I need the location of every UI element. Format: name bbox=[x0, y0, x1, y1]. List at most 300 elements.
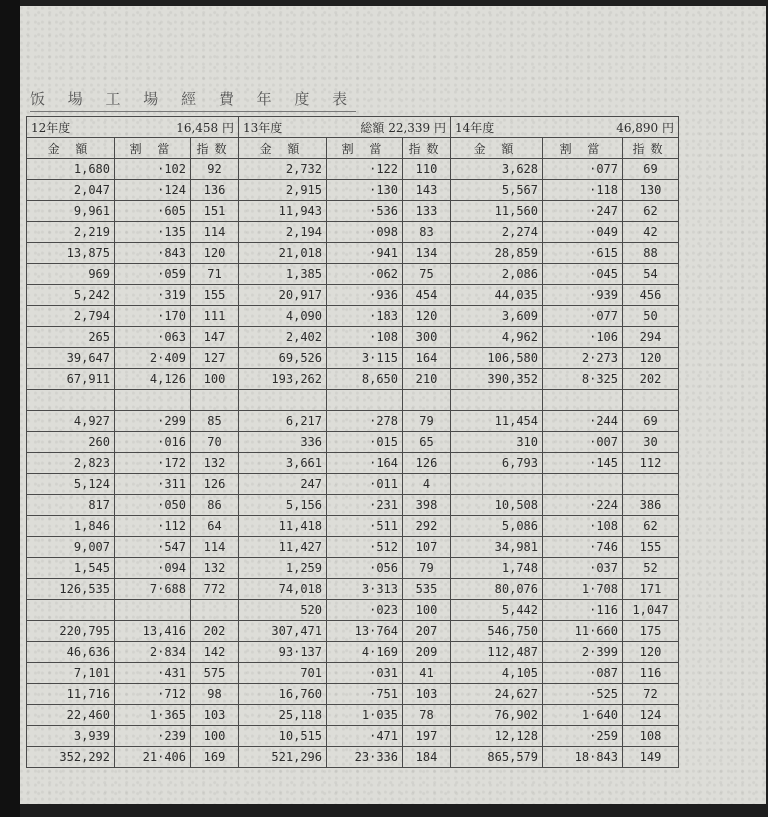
table-cell: ·037 bbox=[543, 558, 623, 579]
table-cell: 10,515 bbox=[239, 726, 327, 747]
table-cell: ·118 bbox=[543, 180, 623, 201]
table-cell: 70 bbox=[191, 432, 239, 453]
table-cell: 8·325 bbox=[543, 369, 623, 390]
table-cell: 124 bbox=[623, 705, 679, 726]
table-cell: ·023 bbox=[327, 600, 403, 621]
table-cell: 5,567 bbox=[451, 180, 543, 201]
table-row bbox=[27, 243, 679, 264]
column-header-row bbox=[27, 138, 679, 159]
table-row bbox=[27, 495, 679, 516]
table-cell: 11·660 bbox=[543, 621, 623, 642]
table-cell: ·031 bbox=[327, 663, 403, 684]
table-cell: 64 bbox=[191, 516, 239, 537]
table-cell: 5,242 bbox=[27, 285, 115, 306]
table-cell: ·615 bbox=[543, 243, 623, 264]
table-cell: ·059 bbox=[115, 264, 191, 285]
table-cell: 133 bbox=[403, 201, 451, 222]
scan-border bbox=[0, 0, 20, 817]
col-header-amount: 金 額 bbox=[451, 138, 543, 159]
table-cell: ·130 bbox=[327, 180, 403, 201]
table-cell: 7·688 bbox=[115, 579, 191, 600]
table-cell: 4·169 bbox=[327, 642, 403, 663]
table-cell bbox=[191, 390, 239, 411]
col-header-index: 指数 bbox=[623, 138, 679, 159]
table-cell: ·547 bbox=[115, 537, 191, 558]
table-cell: ·116 bbox=[543, 600, 623, 621]
table-cell: 126,535 bbox=[27, 579, 115, 600]
table-cell: 169 bbox=[191, 747, 239, 768]
table-cell: 46,636 bbox=[27, 642, 115, 663]
table-cell: 11,716 bbox=[27, 684, 115, 705]
table-cell: 54 bbox=[623, 264, 679, 285]
table-cell: 83 bbox=[403, 222, 451, 243]
table-cell: 21·406 bbox=[115, 747, 191, 768]
table-cell: 100 bbox=[191, 369, 239, 390]
table-cell: 1,385 bbox=[239, 264, 327, 285]
table-cell: ·063 bbox=[115, 327, 191, 348]
table-cell: 100 bbox=[191, 726, 239, 747]
table-cell: 4,962 bbox=[451, 327, 543, 348]
table-cell: 5,156 bbox=[239, 495, 327, 516]
table-cell: 2·409 bbox=[115, 348, 191, 369]
table-cell: ·536 bbox=[327, 201, 403, 222]
table-cell: 11,418 bbox=[239, 516, 327, 537]
table-cell: 4,090 bbox=[239, 306, 327, 327]
table-cell: ·062 bbox=[327, 264, 403, 285]
table-cell: ·124 bbox=[115, 180, 191, 201]
table-cell: ·299 bbox=[115, 411, 191, 432]
table-cell: ·016 bbox=[115, 432, 191, 453]
table-cell: ·087 bbox=[543, 663, 623, 684]
table-cell: 184 bbox=[403, 747, 451, 768]
table-cell: 202 bbox=[623, 369, 679, 390]
table-row bbox=[27, 705, 679, 726]
table-cell: 521,296 bbox=[239, 747, 327, 768]
table-cell: 79 bbox=[403, 411, 451, 432]
table-cell: 1·035 bbox=[327, 705, 403, 726]
page-title: 饭 場 工 場 經 費 年 度 表 bbox=[30, 88, 356, 112]
table-cell: 143 bbox=[403, 180, 451, 201]
table-cell: 120 bbox=[191, 243, 239, 264]
table-cell: 11,454 bbox=[451, 411, 543, 432]
table-cell bbox=[403, 390, 451, 411]
table-row bbox=[27, 411, 679, 432]
table-cell: 3·115 bbox=[327, 348, 403, 369]
table-cell: 202 bbox=[191, 621, 239, 642]
table-row bbox=[27, 537, 679, 558]
table-cell bbox=[623, 390, 679, 411]
table-row bbox=[27, 369, 679, 390]
table-cell: 50 bbox=[623, 306, 679, 327]
table-row bbox=[27, 306, 679, 327]
table-cell: 155 bbox=[191, 285, 239, 306]
table-cell: 16,760 bbox=[239, 684, 327, 705]
table-cell: 265 bbox=[27, 327, 115, 348]
table-cell: 114 bbox=[191, 222, 239, 243]
table-cell: ·077 bbox=[543, 306, 623, 327]
table-row bbox=[27, 453, 679, 474]
table-cell: ·746 bbox=[543, 537, 623, 558]
table-cell: 456 bbox=[623, 285, 679, 306]
table-cell: 107 bbox=[403, 537, 451, 558]
table-cell: ·098 bbox=[327, 222, 403, 243]
table-cell: 398 bbox=[403, 495, 451, 516]
table-cell: 3,609 bbox=[451, 306, 543, 327]
table-cell: ·247 bbox=[543, 201, 623, 222]
col-header-index: 指数 bbox=[403, 138, 451, 159]
table-cell: 76,902 bbox=[451, 705, 543, 726]
table-cell: 454 bbox=[403, 285, 451, 306]
table-cell: ·045 bbox=[543, 264, 623, 285]
table-cell: 2,794 bbox=[27, 306, 115, 327]
table-cell: ·278 bbox=[327, 411, 403, 432]
table-row bbox=[27, 747, 679, 768]
table-cell: 103 bbox=[191, 705, 239, 726]
table-cell: 3,628 bbox=[451, 159, 543, 180]
table-cell: 865,579 bbox=[451, 747, 543, 768]
table-cell: ·011 bbox=[327, 474, 403, 495]
table-cell: ·231 bbox=[327, 495, 403, 516]
table-cell: ·712 bbox=[115, 684, 191, 705]
table-cell: 336 bbox=[239, 432, 327, 453]
table-cell: 10,508 bbox=[451, 495, 543, 516]
table-cell: ·164 bbox=[327, 453, 403, 474]
table-cell: 11,427 bbox=[239, 537, 327, 558]
table-cell: ·094 bbox=[115, 558, 191, 579]
table-row bbox=[27, 474, 679, 495]
table-cell bbox=[27, 390, 115, 411]
table-cell: 78 bbox=[403, 705, 451, 726]
table-cell: 197 bbox=[403, 726, 451, 747]
table-cell: 772 bbox=[191, 579, 239, 600]
table-cell: 100 bbox=[403, 600, 451, 621]
table-cell: 193,262 bbox=[239, 369, 327, 390]
table-cell: 39,647 bbox=[27, 348, 115, 369]
table-cell: 2,732 bbox=[239, 159, 327, 180]
table-cell: 126 bbox=[191, 474, 239, 495]
table-cell: 108 bbox=[623, 726, 679, 747]
table-cell: 9,961 bbox=[27, 201, 115, 222]
table-cell: 13,416 bbox=[115, 621, 191, 642]
table-cell: 1,680 bbox=[27, 159, 115, 180]
table-cell: 120 bbox=[623, 348, 679, 369]
table-cell: ·102 bbox=[115, 159, 191, 180]
table-cell: 260 bbox=[27, 432, 115, 453]
table-cell: 2·399 bbox=[543, 642, 623, 663]
table-cell bbox=[115, 600, 191, 621]
table-cell bbox=[27, 600, 115, 621]
table-cell: 1,259 bbox=[239, 558, 327, 579]
table-row bbox=[27, 642, 679, 663]
table-cell: 11,560 bbox=[451, 201, 543, 222]
table-cell: ·135 bbox=[115, 222, 191, 243]
table-cell: 2,402 bbox=[239, 327, 327, 348]
table-cell: 85 bbox=[191, 411, 239, 432]
table-cell: ·244 bbox=[543, 411, 623, 432]
table-cell: 62 bbox=[623, 516, 679, 537]
table-cell: 25,118 bbox=[239, 705, 327, 726]
table-cell: 93·137 bbox=[239, 642, 327, 663]
table-cell: 92 bbox=[191, 159, 239, 180]
table-cell: 71 bbox=[191, 264, 239, 285]
table-cell: 44,035 bbox=[451, 285, 543, 306]
table-cell: 175 bbox=[623, 621, 679, 642]
table-cell: 2,047 bbox=[27, 180, 115, 201]
table-cell: ·512 bbox=[327, 537, 403, 558]
year-total: 総額 22,339 円 bbox=[360, 120, 446, 135]
table-cell: 112,487 bbox=[451, 642, 543, 663]
table-cell: 24,627 bbox=[451, 684, 543, 705]
table-cell: 6,217 bbox=[239, 411, 327, 432]
table-cell: 4,126 bbox=[115, 369, 191, 390]
table-cell: 310 bbox=[451, 432, 543, 453]
table-cell: ·112 bbox=[115, 516, 191, 537]
table-cell: 142 bbox=[191, 642, 239, 663]
table-cell: 2,823 bbox=[27, 453, 115, 474]
table-row bbox=[27, 432, 679, 453]
table-row bbox=[27, 285, 679, 306]
year-label: 14年度 bbox=[455, 120, 495, 135]
table-cell: 18·843 bbox=[543, 747, 623, 768]
table-cell bbox=[543, 474, 623, 495]
table-cell: 8,650 bbox=[327, 369, 403, 390]
table-cell: 120 bbox=[623, 642, 679, 663]
table-cell: ·751 bbox=[327, 684, 403, 705]
table-cell: 6,793 bbox=[451, 453, 543, 474]
table-cell: 120 bbox=[403, 306, 451, 327]
table-cell bbox=[239, 390, 327, 411]
year-14-cell bbox=[451, 117, 679, 138]
table-cell: 62 bbox=[623, 201, 679, 222]
table-cell: 3·313 bbox=[327, 579, 403, 600]
table-cell: 575 bbox=[191, 663, 239, 684]
table-cell: ·170 bbox=[115, 306, 191, 327]
table-cell: 88 bbox=[623, 243, 679, 264]
table-cell: ·145 bbox=[543, 453, 623, 474]
table-cell: 220,795 bbox=[27, 621, 115, 642]
table-cell: 164 bbox=[403, 348, 451, 369]
table-cell: 149 bbox=[623, 747, 679, 768]
table-cell: 3,661 bbox=[239, 453, 327, 474]
table-cell: ·843 bbox=[115, 243, 191, 264]
table-cell: ·056 bbox=[327, 558, 403, 579]
table-row bbox=[27, 348, 679, 369]
table-row bbox=[27, 201, 679, 222]
year-header-row bbox=[27, 117, 679, 138]
table-cell: 65 bbox=[403, 432, 451, 453]
table-cell: ·050 bbox=[115, 495, 191, 516]
table-cell: 86 bbox=[191, 495, 239, 516]
table-cell: ·108 bbox=[327, 327, 403, 348]
table-cell bbox=[543, 390, 623, 411]
table-cell: 7,101 bbox=[27, 663, 115, 684]
table-cell: ·108 bbox=[543, 516, 623, 537]
table-cell: 111 bbox=[191, 306, 239, 327]
table-cell: 209 bbox=[403, 642, 451, 663]
table-cell: 207 bbox=[403, 621, 451, 642]
table-cell: ·077 bbox=[543, 159, 623, 180]
table-cell: 352,292 bbox=[27, 747, 115, 768]
table-cell: 294 bbox=[623, 327, 679, 348]
table-cell: 520 bbox=[239, 600, 327, 621]
table-cell: 701 bbox=[239, 663, 327, 684]
table-row bbox=[27, 558, 679, 579]
table-row bbox=[27, 180, 679, 201]
table-cell: 155 bbox=[623, 537, 679, 558]
table-cell: 67,911 bbox=[27, 369, 115, 390]
table-cell: ·471 bbox=[327, 726, 403, 747]
table-cell: 4 bbox=[403, 474, 451, 495]
table-cell: 126 bbox=[403, 453, 451, 474]
table-cell: 151 bbox=[191, 201, 239, 222]
col-header-amount: 金 額 bbox=[27, 138, 115, 159]
table-cell: 72 bbox=[623, 684, 679, 705]
table-cell: 307,471 bbox=[239, 621, 327, 642]
table-cell: 11,943 bbox=[239, 201, 327, 222]
table-row bbox=[27, 621, 679, 642]
table-cell: ·605 bbox=[115, 201, 191, 222]
table-cell: 969 bbox=[27, 264, 115, 285]
table-cell: 1·365 bbox=[115, 705, 191, 726]
table-cell: 103 bbox=[403, 684, 451, 705]
table-cell: 116 bbox=[623, 663, 679, 684]
year-label: 12年度 bbox=[31, 120, 71, 135]
table-cell: 41 bbox=[403, 663, 451, 684]
table-cell: 817 bbox=[27, 495, 115, 516]
table-cell: 130 bbox=[623, 180, 679, 201]
year-12-cell bbox=[27, 117, 239, 138]
table-cell: ·939 bbox=[543, 285, 623, 306]
table-cell: 1·640 bbox=[543, 705, 623, 726]
table-cell: 292 bbox=[403, 516, 451, 537]
table-cell: ·106 bbox=[543, 327, 623, 348]
table-cell: 1,047 bbox=[623, 600, 679, 621]
year-total: 16,458 円 bbox=[176, 120, 234, 135]
table-cell: 136 bbox=[191, 180, 239, 201]
table-cell: 114 bbox=[191, 537, 239, 558]
table-cell: 9,007 bbox=[27, 537, 115, 558]
col-header-share: 割 當 bbox=[543, 138, 623, 159]
table-cell: 74,018 bbox=[239, 579, 327, 600]
table-cell: ·183 bbox=[327, 306, 403, 327]
table-cell: 2,274 bbox=[451, 222, 543, 243]
table-cell: 110 bbox=[403, 159, 451, 180]
table-cell: ·122 bbox=[327, 159, 403, 180]
table-cell: 5,124 bbox=[27, 474, 115, 495]
table-cell: ·311 bbox=[115, 474, 191, 495]
table-cell: 21,018 bbox=[239, 243, 327, 264]
table-cell: ·049 bbox=[543, 222, 623, 243]
table-row bbox=[27, 516, 679, 537]
table-cell: 147 bbox=[191, 327, 239, 348]
table-cell: 28,859 bbox=[451, 243, 543, 264]
expense-table bbox=[26, 116, 679, 768]
table-cell bbox=[115, 390, 191, 411]
table-cell: 210 bbox=[403, 369, 451, 390]
table-cell bbox=[623, 474, 679, 495]
table-cell: 2,086 bbox=[451, 264, 543, 285]
table-cell bbox=[451, 390, 543, 411]
table-cell: 390,352 bbox=[451, 369, 543, 390]
table-cell: 132 bbox=[191, 453, 239, 474]
table-cell: 112 bbox=[623, 453, 679, 474]
table-cell: 134 bbox=[403, 243, 451, 264]
col-header-amount: 金 額 bbox=[239, 138, 327, 159]
year-total: 46,890 円 bbox=[616, 120, 674, 135]
year-13-cell bbox=[239, 117, 451, 138]
year-label: 13年度 bbox=[243, 120, 283, 135]
table-row bbox=[27, 159, 679, 180]
table-row bbox=[27, 579, 679, 600]
table-cell: 12,128 bbox=[451, 726, 543, 747]
table-cell: 34,981 bbox=[451, 537, 543, 558]
table-cell: ·015 bbox=[327, 432, 403, 453]
table-cell: 2,915 bbox=[239, 180, 327, 201]
table-cell: 1,748 bbox=[451, 558, 543, 579]
table-row bbox=[27, 684, 679, 705]
table-cell: 4,105 bbox=[451, 663, 543, 684]
table-cell: 2·273 bbox=[543, 348, 623, 369]
table-cell: 386 bbox=[623, 495, 679, 516]
table-cell: 2,219 bbox=[27, 222, 115, 243]
col-header-index: 指数 bbox=[191, 138, 239, 159]
table-cell: ·431 bbox=[115, 663, 191, 684]
table-cell: 69 bbox=[623, 159, 679, 180]
table-cell bbox=[191, 600, 239, 621]
table-cell: 42 bbox=[623, 222, 679, 243]
table-cell: 5,086 bbox=[451, 516, 543, 537]
table-row bbox=[27, 222, 679, 243]
table-cell bbox=[327, 390, 403, 411]
table-row bbox=[27, 390, 679, 411]
table-row bbox=[27, 600, 679, 621]
table-cell: 23·336 bbox=[327, 747, 403, 768]
table-cell: 300 bbox=[403, 327, 451, 348]
table-cell bbox=[451, 474, 543, 495]
table-cell: ·525 bbox=[543, 684, 623, 705]
col-header-share: 割 當 bbox=[115, 138, 191, 159]
table-cell: 171 bbox=[623, 579, 679, 600]
table-cell: ·239 bbox=[115, 726, 191, 747]
table-cell: 106,580 bbox=[451, 348, 543, 369]
table-cell: ·224 bbox=[543, 495, 623, 516]
table-cell: 132 bbox=[191, 558, 239, 579]
table-cell: 1,846 bbox=[27, 516, 115, 537]
table-cell: 1·708 bbox=[543, 579, 623, 600]
table-cell: 75 bbox=[403, 264, 451, 285]
table-cell: 127 bbox=[191, 348, 239, 369]
table-cell: 546,750 bbox=[451, 621, 543, 642]
table-cell: 3,939 bbox=[27, 726, 115, 747]
table-cell: ·941 bbox=[327, 243, 403, 264]
col-header-share: 割 當 bbox=[327, 138, 403, 159]
table-cell: 20,917 bbox=[239, 285, 327, 306]
table-cell: 247 bbox=[239, 474, 327, 495]
table-cell: 22,460 bbox=[27, 705, 115, 726]
table-cell: 69 bbox=[623, 411, 679, 432]
table-cell: ·936 bbox=[327, 285, 403, 306]
table-cell: 2·834 bbox=[115, 642, 191, 663]
table-cell: 80,076 bbox=[451, 579, 543, 600]
table-cell: 4,927 bbox=[27, 411, 115, 432]
table-cell: ·007 bbox=[543, 432, 623, 453]
table-row bbox=[27, 264, 679, 285]
table-row bbox=[27, 327, 679, 348]
table-cell: 98 bbox=[191, 684, 239, 705]
table-cell: 30 bbox=[623, 432, 679, 453]
table-cell: 535 bbox=[403, 579, 451, 600]
table-row bbox=[27, 663, 679, 684]
